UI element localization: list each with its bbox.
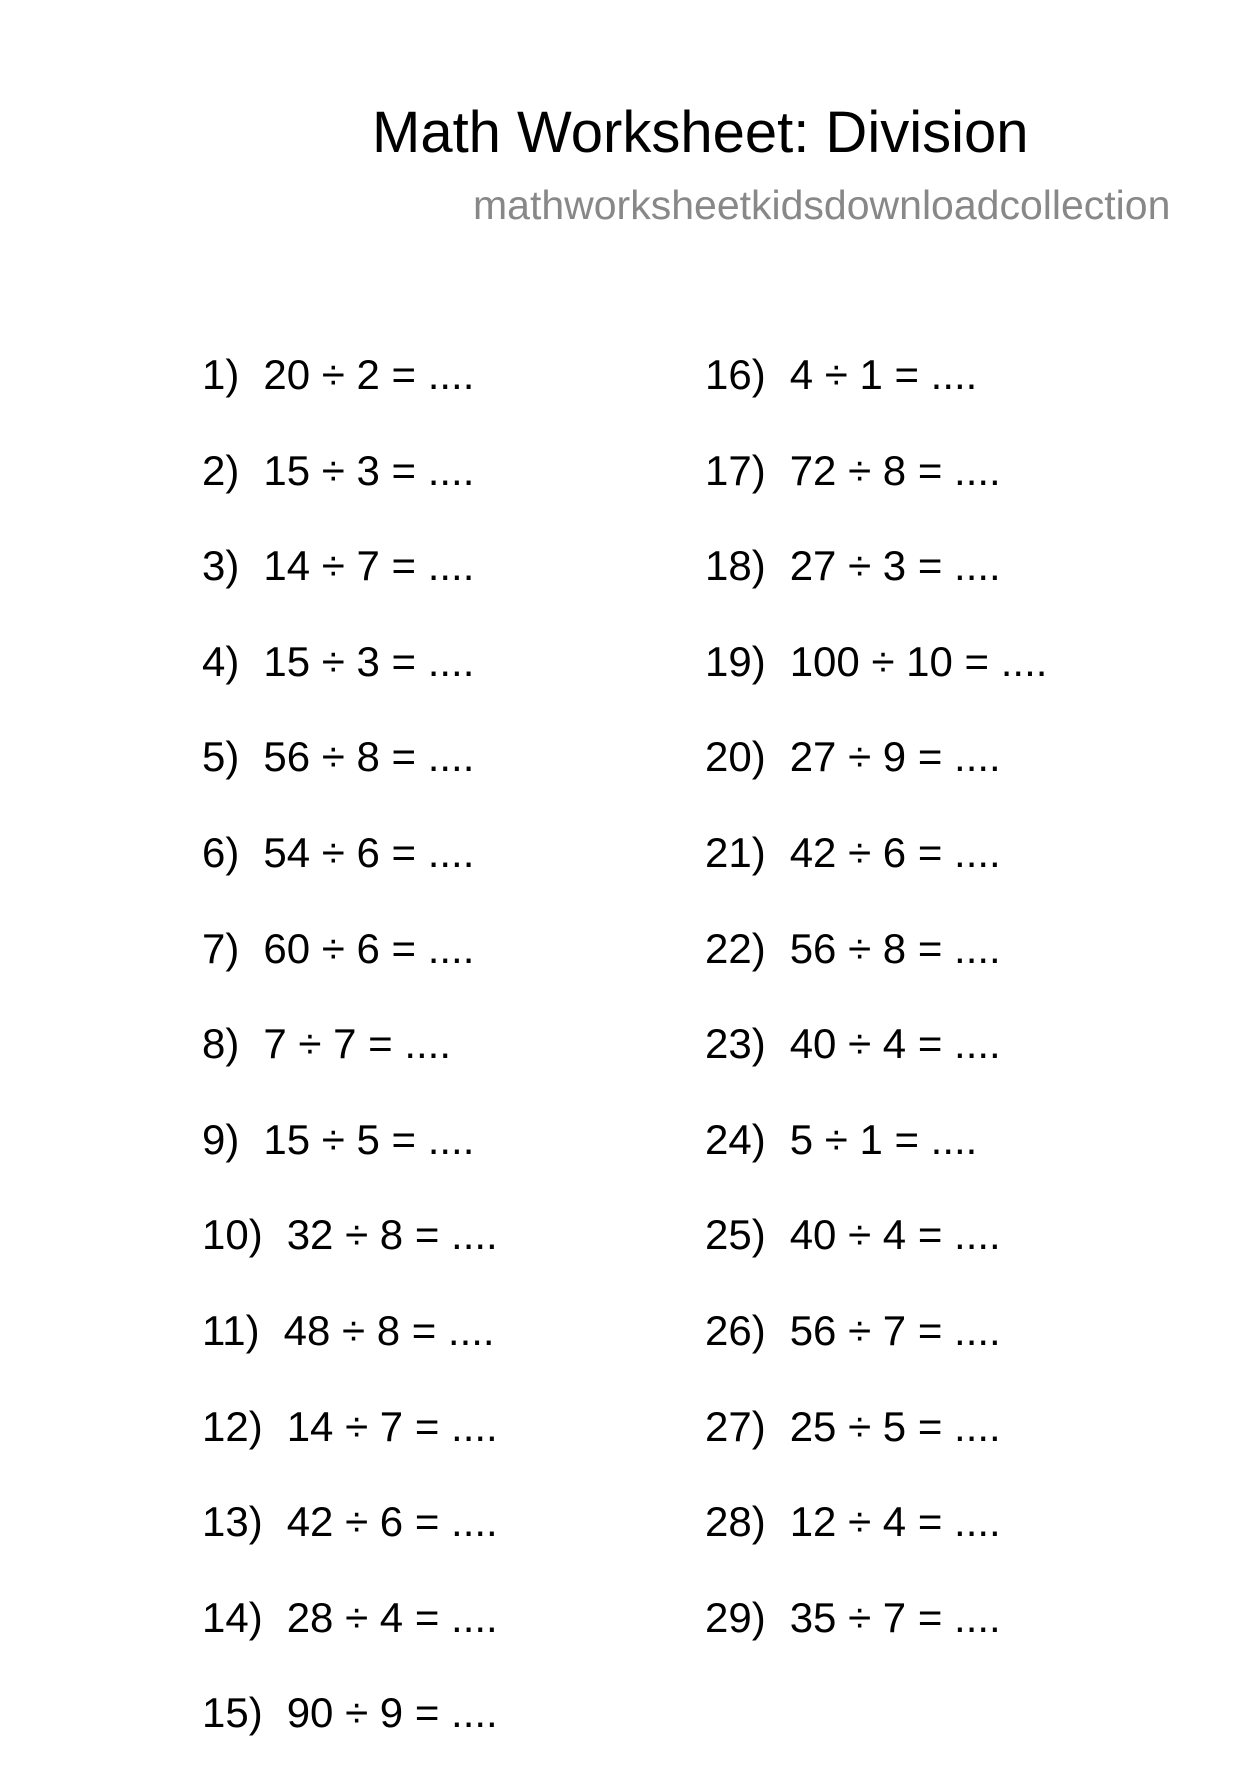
problem-item [705,446,1047,542]
problem-equation: 35 ÷ 7 = .... [789,1593,1001,1641]
problem-item [202,924,498,1020]
problem-number: 1) [202,351,240,398]
problem-number: 3) [202,542,240,590]
problem-equation: 14 ÷ 7 = .... [263,542,475,590]
problem-number: 10) [202,1211,263,1259]
problem-item [705,637,1047,733]
problem-item [705,828,1047,924]
worksheet-subtitle: mathworksheetkidsdownloadcollection [473,182,1171,228]
problem-equation: 40 ÷ 4 = .... [789,1211,1001,1259]
problem-number: 18) [705,542,766,590]
problem-equation: 90 ÷ 9 = .... [286,1689,498,1737]
problem-item [202,732,498,828]
problem-number: 19) [705,637,766,685]
problem-item [202,446,498,542]
problem-number: 27) [705,1402,766,1450]
problem-number: 26) [705,1306,766,1354]
problem-equation: 56 ÷ 8 = .... [789,924,1001,972]
problem-number: 22) [705,924,766,972]
problem-equation: 32 ÷ 8 = .... [286,1211,498,1259]
problem-equation: 72 ÷ 8 = .... [789,446,1001,494]
problem-number: 29) [705,1593,766,1641]
problem-number: 8) [202,1020,240,1068]
problem-equation: 42 ÷ 6 = .... [286,1498,498,1546]
problem-number: 2) [202,446,240,494]
problem-number: 24) [705,1115,766,1163]
problem-equation: 5 ÷ 1 = .... [789,1115,978,1163]
problem-item [202,1688,498,1784]
problem-equation: 20 ÷ 2 = .... [263,351,475,398]
problem-number: 14) [202,1593,263,1641]
problem-equation: 15 ÷ 5 = .... [263,1115,475,1163]
problem-equation: 27 ÷ 3 = .... [789,542,1001,590]
problem-item [705,1593,1047,1689]
problem-equation: 27 ÷ 9 = .... [789,733,1001,781]
problem-item [202,1593,498,1689]
problem-item [705,1402,1047,1498]
problem-item [202,350,498,446]
problem-item [202,1115,498,1211]
problem-number: 16) [705,351,766,398]
problem-equation: 14 ÷ 7 = .... [286,1402,498,1450]
problem-item [202,1497,498,1593]
problem-number: 13) [202,1498,263,1546]
problem-item [705,1115,1047,1211]
problems-column-right [705,350,1047,1688]
problem-item [202,1210,498,1306]
problem-item [705,541,1047,637]
problem-number: 11) [202,1306,260,1354]
problem-equation: 12 ÷ 4 = .... [789,1498,1001,1546]
problem-item [202,1402,498,1498]
problems-column-left [202,350,498,1784]
problem-number: 28) [705,1498,766,1546]
problem-number: 12) [202,1402,263,1450]
problem-item [705,350,1047,446]
problem-equation: 25 ÷ 5 = .... [789,1402,1001,1450]
problem-number: 6) [202,828,240,876]
problem-equation: 40 ÷ 4 = .... [789,1020,1001,1068]
problem-equation: 56 ÷ 7 = .... [789,1306,1001,1354]
problem-equation: 15 ÷ 3 = .... [263,446,475,494]
problem-item [705,1210,1047,1306]
problem-number: 21) [705,828,766,876]
problem-number: 7) [202,924,240,972]
problem-equation: 28 ÷ 4 = .... [286,1593,498,1641]
problem-item [202,1019,498,1115]
problem-item [202,541,498,637]
problem-number: 5) [202,733,240,781]
problem-equation: 54 ÷ 6 = .... [263,828,475,876]
problem-number: 25) [705,1211,766,1259]
problem-item [705,732,1047,828]
problem-item [202,828,498,924]
problem-number: 15) [202,1689,263,1737]
problem-equation: 15 ÷ 3 = .... [263,637,475,685]
problem-number: 4) [202,637,240,685]
problem-item [705,924,1047,1020]
problem-number: 17) [705,446,766,494]
problem-item [202,637,498,733]
problem-item [202,1306,498,1402]
problem-number: 20) [705,733,766,781]
problem-item [705,1306,1047,1402]
problem-number: 9) [202,1115,240,1163]
problem-equation: 4 ÷ 1 = .... [789,351,978,398]
problem-equation: 56 ÷ 8 = .... [263,733,475,781]
problem-item [705,1019,1047,1115]
problem-number: 23) [705,1020,766,1068]
problem-equation: 48 ÷ 8 = .... [283,1306,495,1354]
worksheet-title: Math Worksheet: Division [372,100,1029,165]
problem-item [705,1497,1047,1593]
problem-equation: 7 ÷ 7 = .... [263,1020,452,1068]
problem-equation: 100 ÷ 10 = .... [789,637,1048,685]
problem-equation: 42 ÷ 6 = .... [789,828,1001,876]
problem-equation: 60 ÷ 6 = .... [263,924,475,972]
